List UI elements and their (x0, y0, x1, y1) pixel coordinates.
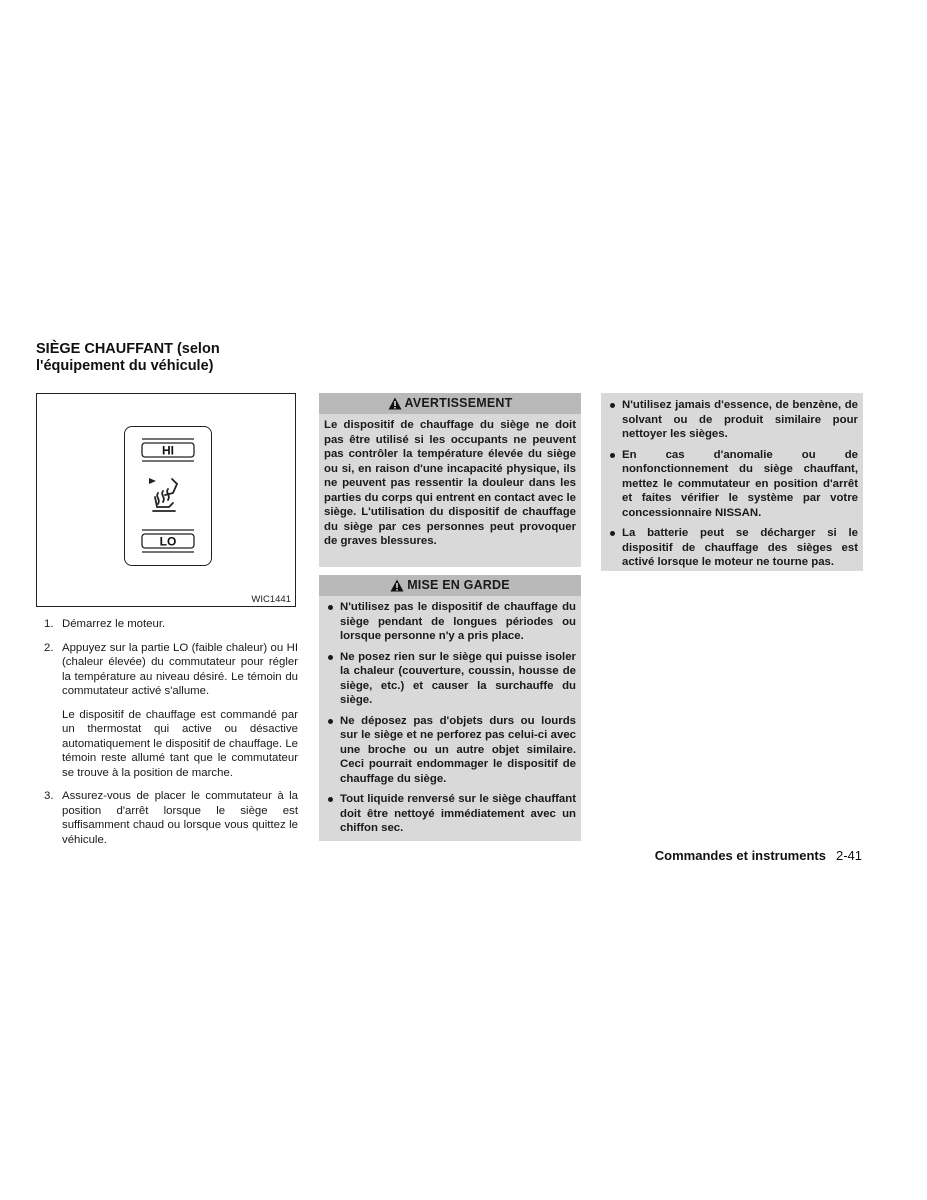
warning-triangle-icon (388, 397, 402, 410)
step-item (38, 617, 298, 632)
caution-title: MISE EN GARDE (407, 578, 510, 593)
indicator-lamp-icon (149, 478, 156, 484)
step-number: 1. (44, 618, 54, 630)
section-title-line2: l'équipement du véhicule) (36, 358, 214, 374)
step-number: 3. (44, 790, 54, 802)
caution-item: N'utilisez jamais d'essence, de benzène, de solvant ou de produit similaire pour nettoyer les sièges. (606, 398, 858, 442)
warning-title: AVERTISSEMENT (404, 396, 513, 411)
lo-label: LO (159, 534, 177, 549)
seat-heater-switch (124, 426, 212, 566)
step-subtext: Le dispositif de chauffage est commandé par un thermostat qui active ou désactive automatiquement le dispositif de chauffage. Le témoin reste allumé tant que le commutateur se trouve à la position de marche. (62, 708, 298, 779)
caution-list (324, 600, 576, 836)
step-item (38, 641, 298, 781)
warning-triangle-icon (390, 579, 404, 592)
caution-item: La batterie peut se décharger si le dispositif de chauffage des sièges est activé lorsque le moteur ne tourne pas. (606, 526, 858, 570)
page-footer (600, 848, 862, 863)
caution-item: N'utilisez pas le dispositif de chauffage du siège pendant de longues périodes ou lorsque personne n'y a pris place. (324, 600, 576, 644)
figure-code: WIC1441 (251, 594, 291, 605)
caution-item: En cas d'anomalie ou de nonfonctionnement du siège chauffant, mettez le commutateur en position d'arrêt et faites vérifier le système par votre concessionnaire NISSAN. (606, 448, 858, 521)
caution-continued-panel (601, 393, 863, 571)
caution-item: Ne posez rien sur le siège qui puisse isoler la chaleur (couverture, coussin, housse de siège, etc.) et causer la surchauffe du siège. (324, 650, 576, 708)
instruction-steps (38, 617, 298, 856)
caution-item: Ne déposez pas d'objets durs ou lourds sur le siège et ne perforez pas celui-ci avec une broche ou un autre objet similaire. Ceci pourrait endommager le dispositif de chauffage du siège. (324, 714, 576, 787)
step-number: 2. (44, 641, 54, 654)
footer-section: Commandes et instruments (654, 848, 826, 863)
caution-item: Tout liquide renversé sur le siège chauffant doit être nettoyé immédiatement avec un chiffon sec. (324, 792, 576, 836)
page-number: 2-41 (835, 848, 862, 863)
caution-continued-list (606, 398, 858, 570)
caution-panel (319, 575, 581, 841)
warning-panel (319, 393, 581, 567)
step-text: Démarrez le moteur. (62, 618, 166, 630)
caution-title-bar (319, 575, 581, 596)
section-title (36, 341, 296, 375)
warning-body: Le dispositif de chauffage du siège ne doit pas être utilisé si les occupants ne peuvent pas contrôler la température élevée du siège ou si, en raison d'une incapacité physique, ils ne peuvent pas ressentir la douleur dans les parties du corps qui entrent en contact avec le siège. L'utilisation du dispositif de chauffage du siège par ces personnes peut provoquer de graves blessures. (324, 419, 576, 547)
warning-title-bar (319, 393, 581, 414)
step-text: Assurez-vous de placer le commutateur à la position d'arrêt lorsque le siège est suffisamment chaud ou lorsque vous quittez le véhicule. (62, 790, 298, 846)
switch-illustration (125, 427, 211, 565)
step-item (38, 789, 298, 847)
hi-label: HI (162, 443, 174, 458)
heated-seat-icon (153, 479, 177, 511)
section-title-line1: SIÈGE CHAUFFANT (selon (36, 341, 220, 357)
figure-heated-seat-switch (36, 393, 296, 607)
step-text: Appuyez sur la partie LO (faible chaleur) ou HI (chaleur élevée) du commutateur pour régler la température au niveau désiré. Le témoin du commutateur activé s'allume. (62, 641, 298, 697)
